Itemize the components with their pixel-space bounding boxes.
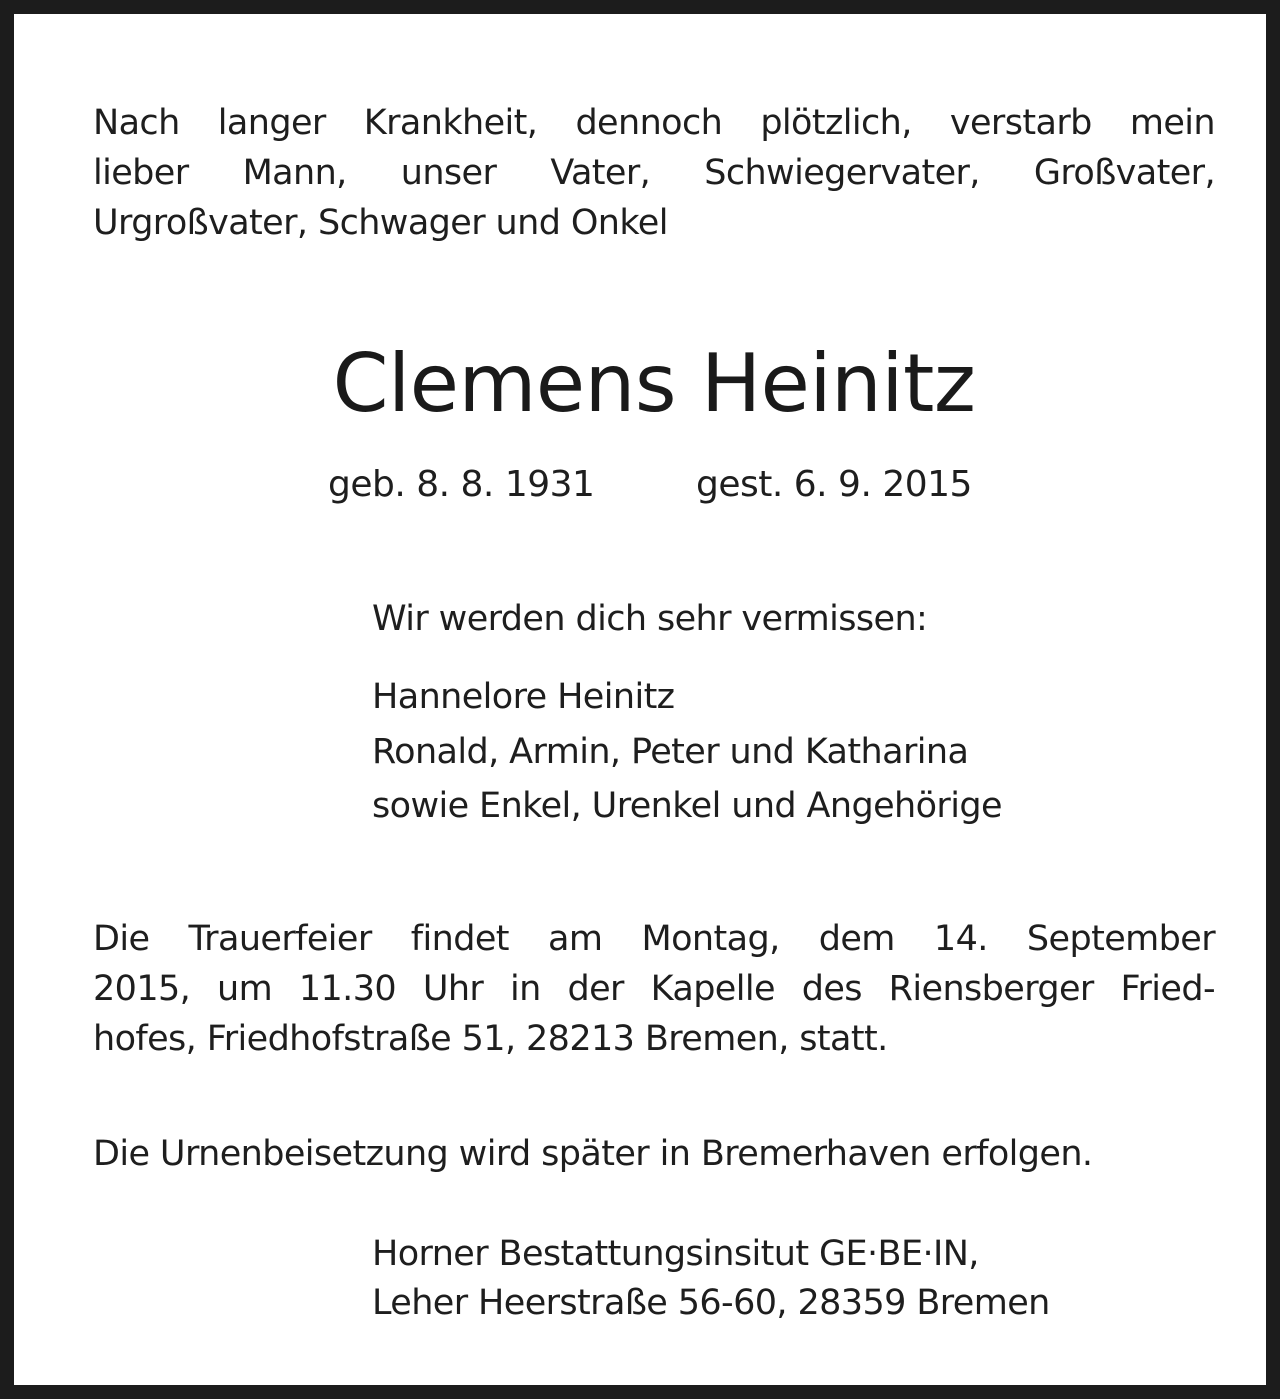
death-date: gest. 6. 9. 2015 <box>696 464 972 505</box>
mourner-name: Ronald, Armin, Peter und Katharina <box>372 732 969 772</box>
birth-date: geb. 8. 8. 1931 <box>328 464 595 505</box>
undertaker-address: Leher Heerstraße 56-60, 28359 Bremen <box>372 1283 1050 1323</box>
mourner-name: sowie Enkel, Urenkel und Angehörige <box>372 786 1002 826</box>
funeral-paragraph <box>93 914 1215 1064</box>
funeral-line: 2015, um 11.30 Uhr in der Kapelle des Riensberger Fried- <box>93 969 1215 1009</box>
urn-burial-note: Die Urnenbeisetzung wird später in Bremerhaven erfolgen. <box>93 1134 1093 1174</box>
funeral-line: Die Trauerfeier findet am Montag, dem 14. September <box>93 919 1215 959</box>
deceased-name: Clemens Heinitz <box>332 337 976 430</box>
mourners-heading: Wir werden dich sehr vermissen: <box>372 599 928 639</box>
mourner-name: Hannelore Heinitz <box>372 677 675 717</box>
intro-line: Nach langer Krankheit, dennoch plötzlich, verstarb mein <box>93 103 1215 143</box>
undertaker-name: Horner Bestattungsinsitut GE·BE·IN, <box>372 1234 979 1274</box>
funeral-line: hofes, Friedhofstraße 51, 28213 Bremen, statt. <box>93 1019 888 1059</box>
intro-paragraph <box>93 98 1215 248</box>
intro-line: lieber Mann, unser Vater, Schwiegervater, Großvater, <box>93 153 1215 193</box>
intro-line: Urgroßvater, Schwager und Onkel <box>93 203 668 243</box>
